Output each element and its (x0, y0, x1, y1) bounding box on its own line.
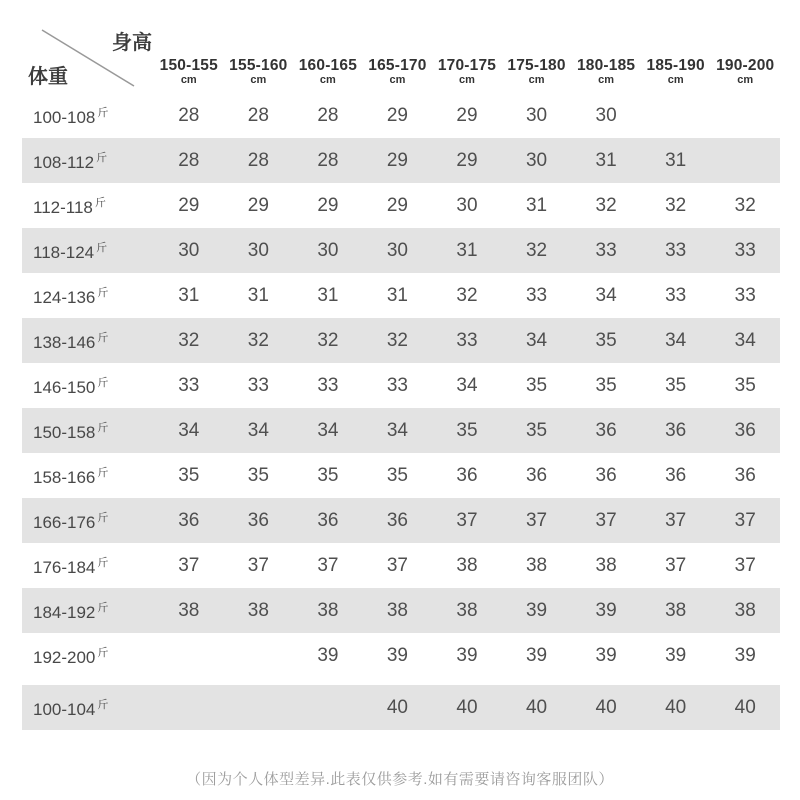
size-value-cell: 32 (178, 329, 200, 351)
size-value-cell: 33 (734, 284, 756, 306)
size-value-cell: 31 (665, 149, 687, 171)
size-value-cell: 31 (247, 284, 269, 306)
size-value-cell: 37 (178, 554, 200, 576)
column-header-160-165 (293, 20, 363, 93)
height-unit-label: cm (598, 73, 615, 86)
size-value-cell: 30 (525, 149, 548, 171)
size-value-cell: 37 (317, 554, 339, 576)
weight-range-label: 100-108 $^斤$ (33, 106, 109, 127)
size-value-cell: 34 (665, 329, 687, 351)
table-row (22, 318, 780, 363)
size-value-cell: 37 (525, 509, 548, 531)
column-header-155-160 (224, 20, 294, 93)
size-value-cell: 28 (178, 104, 200, 126)
size-value-cell: 33 (178, 374, 200, 396)
size-value-cell: 36 (734, 419, 756, 441)
size-value-cell: 35 (525, 419, 548, 441)
weight-unit-label: 斤 (97, 511, 109, 524)
size-value-cell: 36 (595, 419, 617, 441)
size-value-cell: 33 (665, 239, 687, 261)
size-value-cell: 40 (386, 696, 408, 718)
size-value-cell: 30 (178, 239, 200, 261)
size-value-cell: 34 (525, 329, 548, 351)
size-value-cell: 40 (734, 696, 756, 718)
weight-unit-label: 斤 (97, 601, 109, 614)
size-value-cell: 34 (317, 419, 339, 441)
size-value-cell: 36 (317, 509, 339, 531)
size-value-cell: 36 (734, 464, 756, 486)
weight-range-label: 112-118 $^斤$ (33, 196, 106, 217)
size-value-cell: 39 (595, 599, 617, 621)
size-value-cell: 33 (525, 284, 548, 306)
weight-range-label: 118-124 $^斤$ (33, 241, 108, 262)
column-header-185-190 (641, 20, 711, 93)
size-value-cell: 38 (317, 599, 339, 621)
weight-unit-label: 斤 (96, 241, 108, 254)
size-value-cell: 31 (456, 239, 478, 261)
size-value-cell: 34 (178, 419, 200, 441)
size-value-cell: 35 (456, 419, 478, 441)
size-value-cell: 40 (665, 696, 687, 718)
corner-label-weight: 体重 (28, 66, 68, 88)
table-row (22, 93, 780, 138)
table-row (22, 498, 780, 543)
size-value-cell: 37 (595, 509, 617, 531)
weight-range-label: 150-158 $^斤$ (33, 421, 109, 442)
weight-range-label: 146-150 $^斤$ (33, 376, 109, 397)
weight-range-label: 184-192 $^斤$ (33, 601, 109, 622)
corner-cell (22, 20, 154, 93)
size-value-cell: 32 (525, 239, 548, 261)
weight-range-label: 108-112 $^斤$ (33, 151, 108, 172)
weight-unit-label: 斤 (97, 556, 109, 569)
size-value-cell: 38 (525, 554, 548, 576)
table-row (22, 363, 780, 408)
table-row (22, 588, 780, 633)
table-body (22, 93, 780, 730)
size-value-cell: 28 (317, 149, 339, 171)
weight-range-label: 158-166 $^斤$ (33, 466, 109, 487)
size-value-cell: 36 (386, 509, 408, 531)
table-row (22, 453, 780, 498)
size-value-cell: 35 (386, 464, 408, 486)
size-value-cell: 37 (247, 554, 269, 576)
size-value-cell: 36 (247, 509, 269, 531)
size-value-cell: 31 (595, 149, 617, 171)
weight-unit-label: 斤 (97, 466, 109, 479)
footer-note: （因为个人体型差异.此表仅供参考.如有需要请咨询客服团队） (186, 771, 614, 788)
size-value-cell: 32 (665, 194, 687, 216)
height-range-label: 185-190 (646, 56, 705, 74)
size-value-cell: 31 (386, 284, 408, 306)
size-value-cell: 39 (386, 644, 408, 666)
size-value-cell: 35 (595, 374, 617, 396)
size-value-cell: 35 (595, 329, 617, 351)
size-value-cell: 35 (734, 374, 756, 396)
height-range-label: 150-155 (159, 56, 218, 74)
size-value-cell: 29 (178, 194, 200, 216)
height-unit-label: cm (528, 73, 545, 86)
height-range-label: 160-165 (298, 56, 358, 74)
size-value-cell: 34 (595, 284, 617, 306)
table-row (22, 228, 780, 273)
size-value-cell: 36 (665, 419, 687, 441)
column-header-190-200 (710, 20, 780, 93)
weight-range-label: 100-104 $^斤$ (33, 698, 109, 719)
size-value-cell: 28 (178, 149, 200, 171)
size-value-cell: 36 (595, 464, 617, 486)
size-value-cell: 28 (317, 104, 339, 126)
size-value-cell: 35 (317, 464, 339, 486)
size-value-cell: 39 (665, 644, 687, 666)
size-value-cell: 40 (456, 696, 478, 718)
size-value-cell: 33 (665, 284, 687, 306)
weight-range-label: 124-136 $^斤$ (33, 286, 109, 307)
size-value-cell: 35 (178, 464, 200, 486)
size-value-cell: 34 (247, 419, 269, 441)
column-header-165-170 (363, 20, 433, 93)
size-value-cell: 32 (247, 329, 269, 351)
size-value-cell: 37 (734, 509, 756, 531)
weight-unit-label: 斤 (97, 286, 109, 299)
size-value-cell: 33 (456, 329, 478, 351)
height-range-label: 180-185 (576, 56, 636, 74)
size-value-cell: 38 (247, 599, 269, 621)
table-row (22, 138, 780, 183)
weight-range-label: 192-200 $^斤$ (33, 646, 109, 667)
weight-range-label: 166-176 $^斤$ (33, 511, 109, 532)
column-header-175-180 (502, 20, 572, 93)
size-value-cell: 30 (247, 239, 269, 261)
size-value-cell: 30 (595, 104, 617, 126)
size-value-cell: 29 (386, 149, 408, 171)
size-value-cell: 32 (317, 329, 339, 351)
size-value-cell: 39 (595, 644, 617, 666)
size-value-cell: 30 (525, 104, 548, 126)
column-header-170-175 (432, 20, 502, 93)
size-value-cell: 37 (665, 509, 687, 531)
column-header-150-155 (154, 20, 224, 93)
weight-unit-label: 斤 (97, 646, 109, 659)
size-value-cell: 35 (247, 464, 269, 486)
size-value-cell: 36 (665, 464, 687, 486)
size-value-cell: 36 (525, 464, 548, 486)
size-value-cell: 29 (456, 149, 478, 171)
size-value-cell: 39 (525, 644, 548, 666)
size-value-cell: 32 (386, 329, 408, 351)
size-value-cell: 36 (178, 509, 200, 531)
size-value-cell: 35 (665, 374, 687, 396)
height-range-label: 155-160 (229, 56, 288, 74)
size-value-cell: 40 (595, 696, 617, 718)
size-value-cell: 33 (386, 374, 408, 396)
weight-unit-label: 斤 (96, 151, 108, 164)
size-value-cell: 29 (317, 194, 339, 216)
size-value-cell: 34 (456, 374, 478, 396)
size-value-cell: 34 (734, 329, 756, 351)
size-value-cell: 37 (386, 554, 408, 576)
size-value-cell: 40 (525, 696, 548, 718)
height-unit-label: cm (250, 73, 267, 86)
height-unit-label: cm (737, 73, 754, 86)
table-row (22, 183, 780, 228)
weight-unit-label: 斤 (97, 376, 109, 389)
size-value-cell: 33 (317, 374, 339, 396)
size-value-cell: 37 (456, 509, 478, 531)
size-value-cell: 33 (734, 239, 756, 261)
size-value-cell: 38 (595, 554, 617, 576)
size-value-cell: 33 (595, 239, 617, 261)
header-row (22, 20, 780, 93)
size-value-cell: 38 (456, 599, 478, 621)
size-value-cell: 38 (456, 554, 478, 576)
size-value-cell: 37 (665, 554, 687, 576)
size-value-cell: 29 (386, 194, 408, 216)
size-value-cell: 32 (595, 194, 617, 216)
weight-unit-label: 斤 (94, 196, 106, 209)
height-unit-label: cm (667, 73, 684, 86)
table-row (22, 633, 780, 678)
size-value-cell: 38 (665, 599, 687, 621)
size-value-cell: 29 (456, 104, 478, 126)
size-value-cell: 34 (386, 419, 408, 441)
size-value-cell: 39 (734, 644, 756, 666)
weight-unit-label: 斤 (97, 106, 109, 119)
size-value-cell: 31 (525, 194, 548, 216)
size-value-cell: 35 (525, 374, 548, 396)
table-row (22, 273, 780, 318)
size-value-cell: 38 (386, 599, 408, 621)
height-unit-label: cm (180, 73, 197, 86)
size-value-cell: 29 (386, 104, 408, 126)
size-value-cell: 38 (178, 599, 200, 621)
size-value-cell: 39 (456, 644, 478, 666)
weight-unit-label: 斤 (97, 331, 109, 344)
size-value-cell: 28 (247, 104, 269, 126)
height-range-label: 170-175 (437, 56, 497, 74)
size-value-cell: 30 (386, 239, 408, 261)
size-value-cell: 31 (178, 284, 200, 306)
size-value-cell: 30 (317, 239, 339, 261)
height-range-label: 175-180 (507, 56, 566, 74)
size-value-cell: 33 (247, 374, 269, 396)
size-chart-table (22, 20, 780, 730)
weight-unit-label: 斤 (97, 421, 109, 434)
size-value-cell: 38 (734, 599, 756, 621)
height-unit-label: cm (459, 73, 475, 86)
corner-label-height: 身高 (112, 32, 152, 54)
size-value-cell: 32 (734, 194, 756, 216)
table-row (22, 408, 780, 453)
weight-range-label: 176-184 $^斤$ (33, 556, 109, 577)
height-unit-label: cm (389, 73, 406, 86)
size-value-cell: 29 (247, 194, 269, 216)
size-value-cell: 39 (317, 644, 339, 666)
size-value-cell: 36 (456, 464, 478, 486)
size-value-cell: 32 (456, 284, 478, 306)
size-value-cell: 28 (247, 149, 269, 171)
table-row (22, 543, 780, 588)
size-value-cell: 37 (734, 554, 756, 576)
size-value-cell: 30 (456, 194, 478, 216)
table-row (22, 685, 780, 730)
weight-unit-label: 斤 (97, 698, 109, 711)
size-value-cell: 39 (525, 599, 548, 621)
column-header-180-185 (571, 20, 641, 93)
weight-range-label: 138-146 $^斤$ (33, 331, 109, 352)
size-value-cell: 31 (317, 284, 339, 306)
height-unit-label: cm (319, 73, 336, 86)
height-range-label: 190-200 (716, 56, 775, 74)
height-range-label: 165-170 (368, 56, 427, 74)
